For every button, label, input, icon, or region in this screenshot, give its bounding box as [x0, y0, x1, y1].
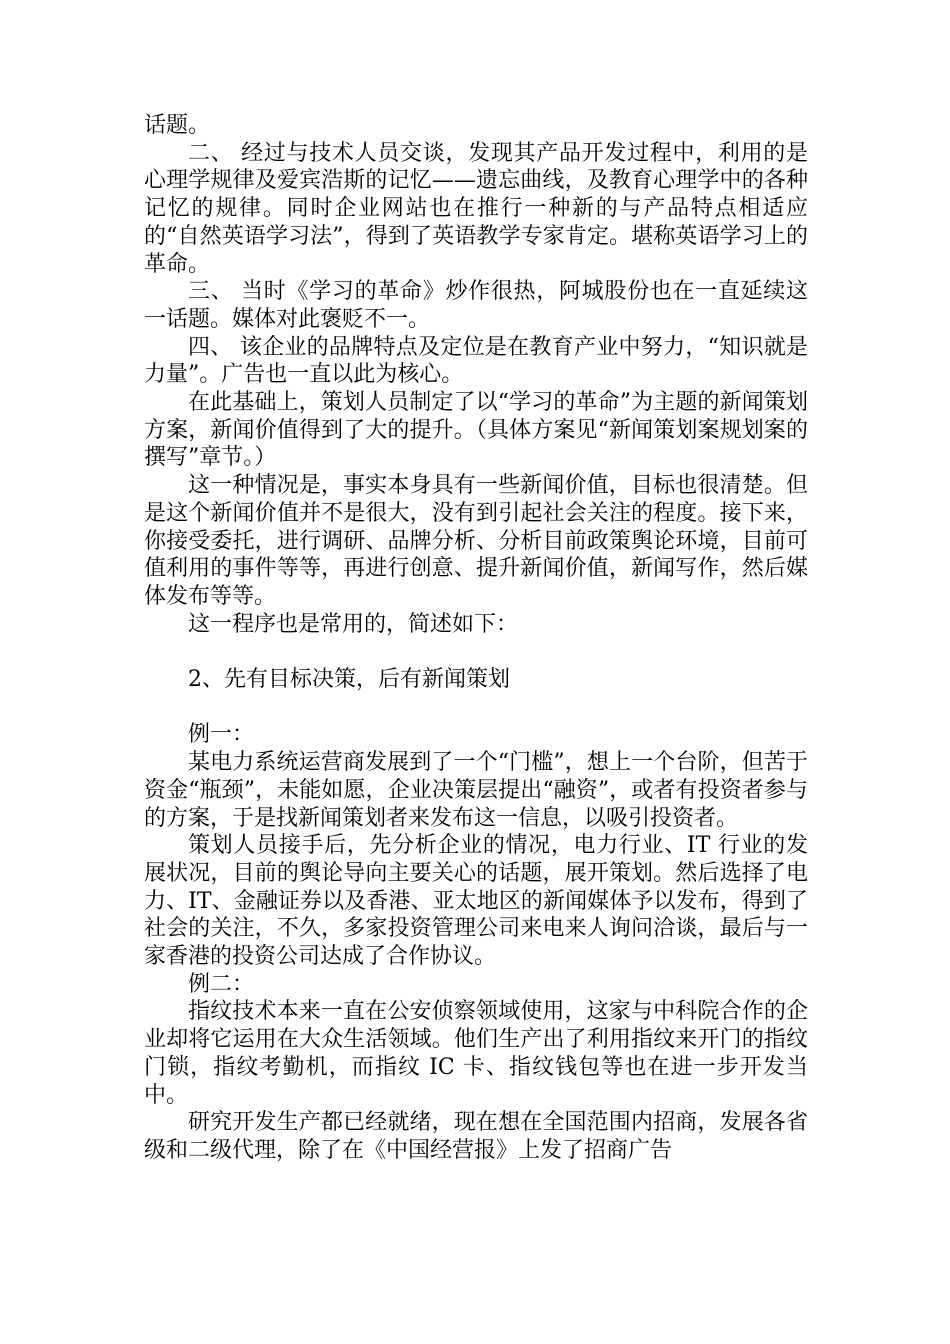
blank-line	[144, 694, 808, 722]
paragraph-point-three: 三、 当时《学习的革命》炒作很热，阿城股份也在一直延续这一话题。媒体对此褒贬不一。	[144, 279, 808, 332]
paragraph-point-two: 二、 经过与技术人员交谈，发现其产品开发过程中，利用的是心理学规律及爱宾浩斯的记忆——遗忘曲线，及教育心理学中的各种记忆的规律。同时企业网站也在推行一种新的与产品特点相适应的“自然英语学习法”，得到了英语教学专家肯定。堪称英语学习上的革命。	[144, 140, 808, 277]
paragraph-point-four: 四、 该企业的品牌特点及定位是在教育产业中努力，“知识就是力量”。广告也一直以此为核心。	[144, 334, 808, 388]
blank-line	[144, 638, 808, 666]
example-one-paragraph-1: 某电力系统运营商发展到了一个“门槛”，想上一个台阶，但苦于资金“瓶颈”，未能如愿，企业决策层提出“融资”，或者有投资者参与的方案，于是找新闻策划者来发布这一信息，以吸引投资者。	[144, 750, 808, 831]
example-two-label: 例二：	[188, 971, 255, 997]
section-heading: 2、先有目标决策，后有新闻策划	[188, 667, 510, 693]
paragraph-plan: 在此基础上，策划人员制定了以“学习的革命”为主题的新闻策划方案，新闻价值得到了大的提升。（具体方案见“新闻策划案规划案的撰写”章节。）	[144, 390, 808, 471]
document-body	[144, 112, 808, 1165]
example-two-paragraph-2: 研究开发生产都已经就绪，现在想在全国范围内招商，发展各省级和二级代理，除了在《中国经营报》上发了招商广告	[144, 1110, 808, 1163]
example-one-paragraph-2: 策划人员接手后，先分析企业的情况，电力行业、IT 行业的发展状况，目前的舆论导向主要关心的话题，展开策划。然后选择了电力、IT、金融证券以及香港、亚太地区的新闻媒体予以发布，得到了社会的关注，不久，多家投资管理公司来电来人询问洽谈，最后与一家香港的投资公司达成了合作协议。	[144, 833, 808, 970]
example-one-label: 例一：	[188, 722, 255, 748]
example-two-paragraph-1: 指纹技术本来一直在公安侦察领域使用，这家与中科院合作的企业却将它运用在大众生活领域。他们生产出了利用指纹来开门的指纹门锁，指纹考勤机，而指纹 IC 卡、指纹钱包等也在进一步开发当中。	[144, 999, 808, 1108]
paragraph-continuation: 话题。	[144, 113, 211, 138]
paragraph-situation: 这一种情况是，事实本身具有一些新闻价值，目标也很清楚。但是这个新闻价值并不是很大，没有到引起社会关注的程度。接下来，你接受委托，进行调研、品牌分析、分析目前政策舆论环境，目前可值利用的事件等等，再进行创意、提升新闻价值，新闻写作，然后媒体发布等等。	[144, 473, 808, 609]
paragraph-procedure: 这一程序也是常用的，简述如下：	[188, 611, 519, 637]
